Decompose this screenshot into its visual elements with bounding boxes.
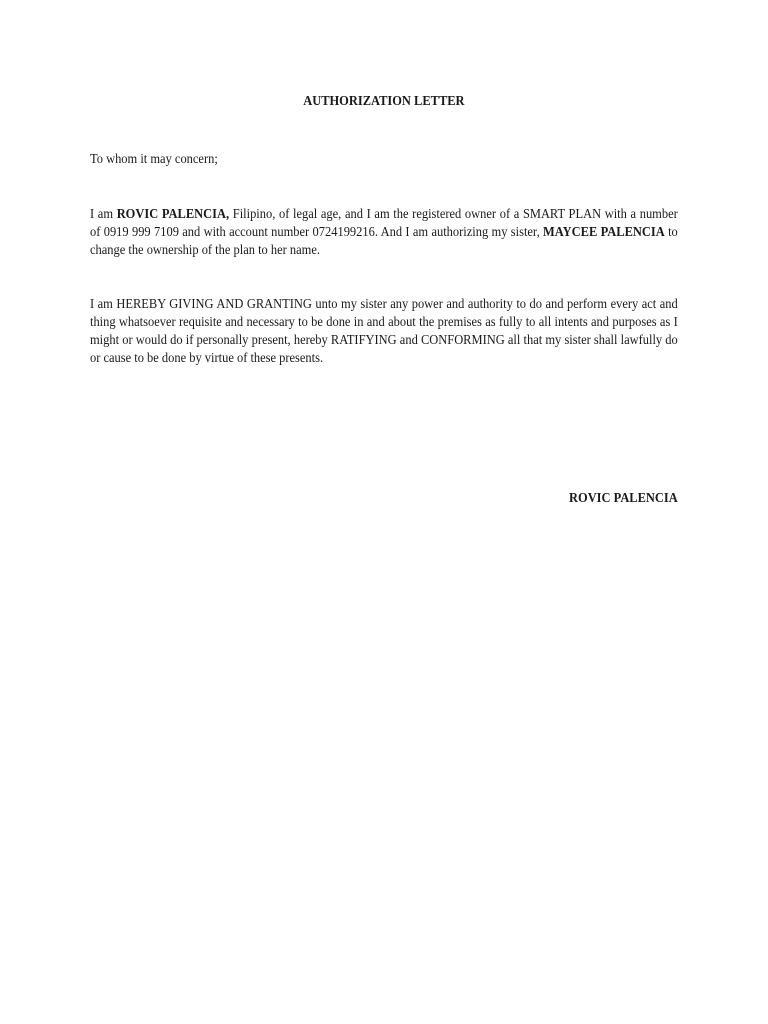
paragraph1-text-start: I am [90,206,117,221]
paragraph-authorization [90,205,678,259]
paragraph1-text-middle: Filipino, of legal age, and I am the registered owner of a SMART PLAN with a number of 0919 999 7109 and with account number 0724199216. And I am authorizing my sister, [90,206,678,239]
paragraph1-text-end: to change the ownership of the plan to her name. [90,224,678,257]
letter-body [90,92,678,505]
signature-name: ROVIC PALENCIA [569,490,678,505]
letter-title: AUTHORIZATION LETTER [303,93,465,108]
letter-greeting: To whom it may concern; [90,151,218,166]
owner-name: ROVIC PALENCIA, [116,206,230,221]
paragraph-granting: I am HEREBY GIVING AND GRANTING unto my sister any power and authority to do and perform every act and thing whatsoever requisite and necessary to be done in and about the premises as fully to all intents and purposes as I might or would do if personally present, hereby RATIFYING and CONFORMING all that my sister shall lawfully do or cause to be done by virtue of these presents. [90,296,678,365]
sister-name: MAYCEE PALENCIA [543,224,665,239]
